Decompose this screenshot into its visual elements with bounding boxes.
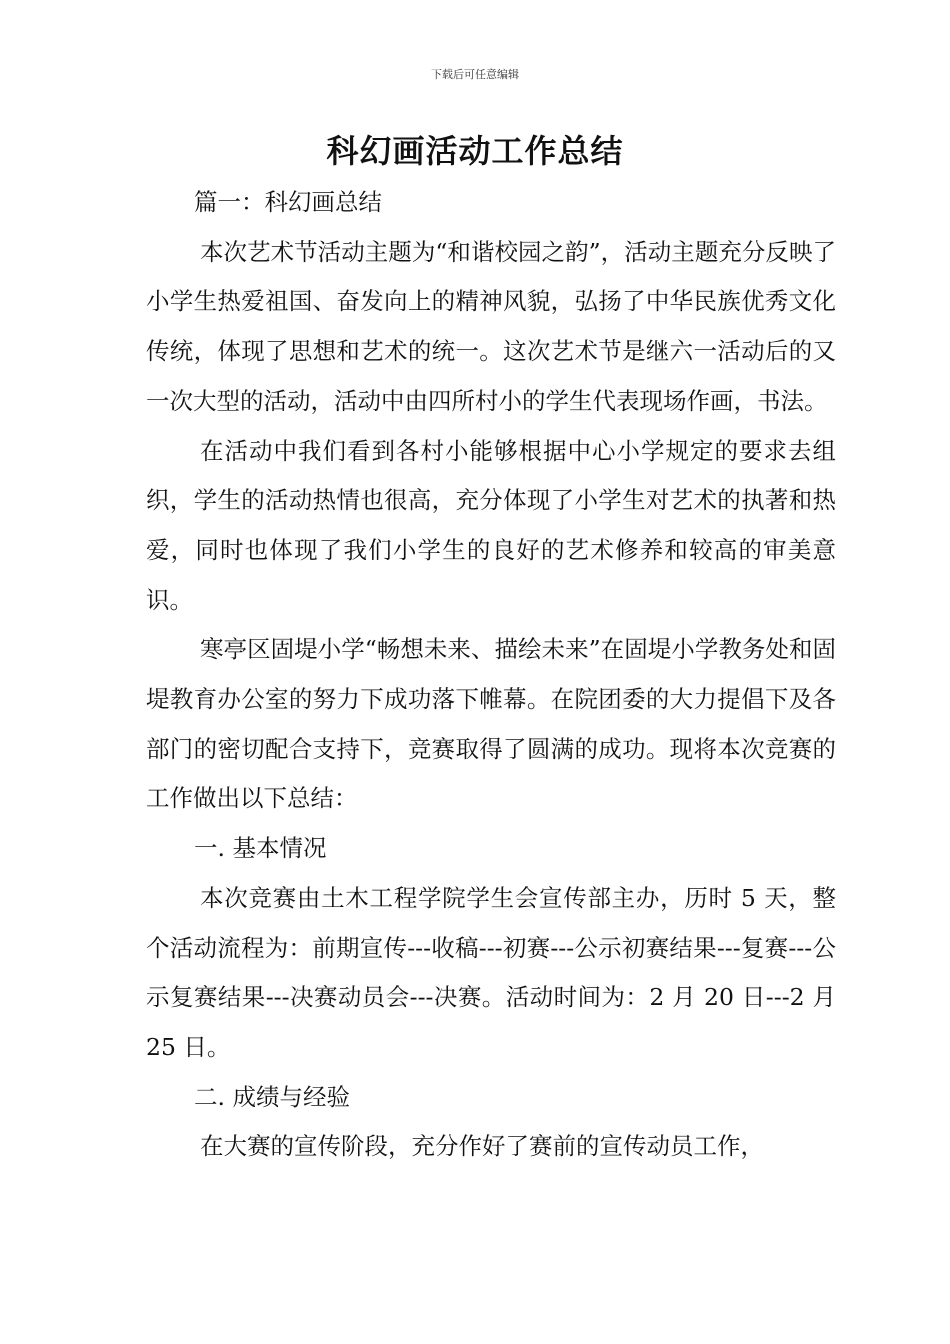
paragraph-basic: 本次竞赛由土木工程学院学生会宣传部主办，历时 5 天，整个活动流程为：前期宣传---收稿---初赛---公示初赛结果---复赛---公示复赛结果---决赛动员会---决赛。活动时间为：2 月 20 日---2 月 25 日。 (146, 883, 836, 1061)
paragraph: 本次艺术节活动主题为“和谐校园之韵”，活动主题充分反映了小学生热爱祖国、奋发向上的精神风貌，弘扬了中华民族优秀文化传统，体现了思想和艺术的统一。这次艺术节是继六一活动后的又一次大型的活动，活动中由四所村小的学生代表现场作画，书法。 (146, 237, 836, 415)
paragraph: 在活动中我们看到各村小能够根据中心小学规定的要求去组织，学生的活动热情也很高，充分体现了小学生对艺术的执著和热爱，同时也体现了我们小学生的良好的艺术修养和较高的审美意识。 (146, 436, 836, 614)
section-heading: 篇一：科幻画总结 (194, 188, 382, 216)
document-body (146, 178, 836, 1172)
document-title: 科幻画活动工作总结 (326, 132, 624, 170)
paragraph-results: 在大赛的宣传阶段，充分作好了赛前的宣传动员工作， (200, 1132, 764, 1161)
subheading-basic: 一. 基本情况 (194, 834, 327, 863)
header-note: 下载后可任意编辑 (431, 68, 519, 81)
paragraph: 寒亭区固堤小学“畅想未来、描绘未来”在固堤小学教务处和固堤教育办公室的努力下成功落下帷幕。在院团委的大力提倡下及各部门的密切配合支持下，竞赛取得了圆满的成功。现将本次竞赛的工作做出以下总结： (146, 635, 836, 813)
subheading-results: 二. 成绩与经验 (194, 1082, 350, 1111)
